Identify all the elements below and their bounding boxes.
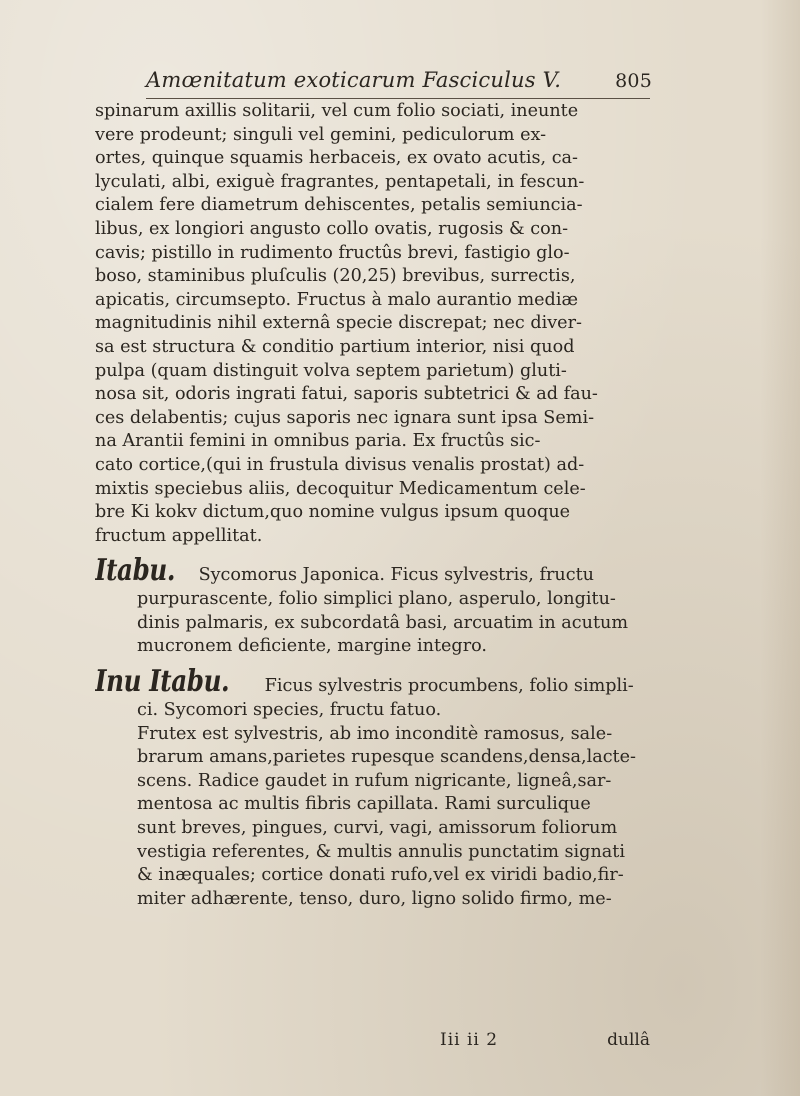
catchword: dullâ bbox=[607, 1030, 650, 1050]
signature-mark: Iii ii 2 bbox=[440, 1030, 499, 1050]
text-line: vere prodeunt; singuli vel gemini, pediculorum ex- bbox=[95, 124, 547, 145]
text-line: boso, staminibus pluſculis (20,25) brevibus, surrectis, bbox=[95, 266, 576, 287]
text-line: apicatis, circumsepto. Fructus à malo aurantio mediæ bbox=[95, 289, 578, 310]
text-line: libus, ex longiori angusto collo ovatis, rugosis & con- bbox=[95, 218, 569, 239]
text-line: cavis; pistillo in rudimento fructûs brevi, fastigio glo- bbox=[95, 242, 570, 263]
text-line: purpurascente, folio simplici plano, asperulo, longitu- bbox=[137, 589, 616, 610]
entry-first-line bbox=[95, 665, 651, 699]
entry-inu-itabu bbox=[95, 665, 651, 911]
text-line: nosa sit, odoris ingrati fatui, saporis subtetrici & ad fau- bbox=[95, 384, 598, 405]
text-line: dinis palmaris, ex subcordatâ basi, arcuatim in acutum bbox=[137, 612, 629, 633]
text-line: magnitudinis nihil externâ specie discrepat; nec diver- bbox=[95, 313, 582, 334]
text-line: mentosa ac multis fibris capillata. Rami surculique bbox=[137, 794, 591, 815]
entry-itabu bbox=[95, 554, 651, 659]
headword-inu-itabu: Inu Itabu. bbox=[95, 665, 230, 700]
running-title: Amœnitatum exoticarum Fasciculus V. bbox=[146, 68, 562, 92]
text-line: pulpa (quam distinguit volva septem parietum) gluti- bbox=[95, 360, 567, 381]
text-line: & inæquales; cortice donati rufo,vel ex viridi badio,fir- bbox=[137, 865, 624, 886]
entry-itabu-first-line: Sycomorus Japonica. Ficus sylvestris, fructu bbox=[198, 565, 594, 586]
text-line: Frutex est sylvestris, ab imo inconditè ramosus, sale- bbox=[137, 723, 613, 744]
text-line: sunt breves, pingues, curvi, vagi, amissorum foliorum bbox=[137, 818, 618, 839]
entry-inu-itabu-first-line: Ficus sylvestris procumbens, folio simpli- bbox=[264, 676, 634, 697]
page-number: 805 bbox=[615, 70, 652, 92]
text-line: vestigia referentes, & multis annulis punctatim signati bbox=[137, 841, 625, 862]
entry-inu-itabu-text bbox=[95, 699, 651, 911]
text-line: mucronem deficiente, margine integro. bbox=[137, 636, 487, 657]
text-line: brarum amans,parietes rupesque scandens,densa,lacte- bbox=[137, 747, 636, 768]
text-line: miter adhærente, tenso, duro, ligno solido firmo, me- bbox=[137, 888, 612, 909]
entry-itabu-text bbox=[95, 588, 651, 659]
entry-first-line bbox=[95, 554, 651, 588]
headword-itabu: Itabu. bbox=[95, 554, 176, 589]
text-line: fructum appellitat. bbox=[95, 525, 263, 546]
page-edge-shadow bbox=[760, 0, 800, 1096]
header-rule bbox=[146, 98, 650, 99]
text-line: bre Ki kokv dictum,quo nomine vulgus ipsum quoque bbox=[95, 502, 571, 523]
main-text bbox=[95, 100, 651, 911]
text-line: ci. Sycomori species, fructu fatuo. bbox=[137, 700, 442, 721]
text-line: spinarum axillis solitarii, vel cum folio sociati, ineunte bbox=[95, 101, 579, 121]
text-line: ortes, quinque squamis herbaceis, ex ovato acutis, ca- bbox=[95, 148, 578, 169]
text-line: scens. Radice gaudet in rufum nigricante, ligneâ,sar- bbox=[137, 770, 612, 791]
text-line: lyculati, albi, exiguè fragrantes, pentapetali, in fescun- bbox=[95, 171, 585, 192]
paragraph-continuation bbox=[95, 100, 651, 548]
text-line: ces delabentis; cujus saporis nec ignara sunt ipsa Semi- bbox=[95, 407, 595, 428]
text-line: mixtis speciebus aliis, decoquitur Medicamentum cele- bbox=[95, 478, 586, 499]
text-line: na Arantii femini in omnibus paria. Ex fructûs sic- bbox=[95, 431, 541, 452]
running-header bbox=[146, 68, 650, 98]
text-line: cialem fere diametrum dehiscentes, petalis semiuncia- bbox=[95, 195, 583, 216]
text-line: sa est structura & conditio partium interior, nisi quod bbox=[95, 336, 575, 357]
text-line: cato cortice,(qui in frustula divisus venalis prostat) ad- bbox=[95, 454, 585, 475]
